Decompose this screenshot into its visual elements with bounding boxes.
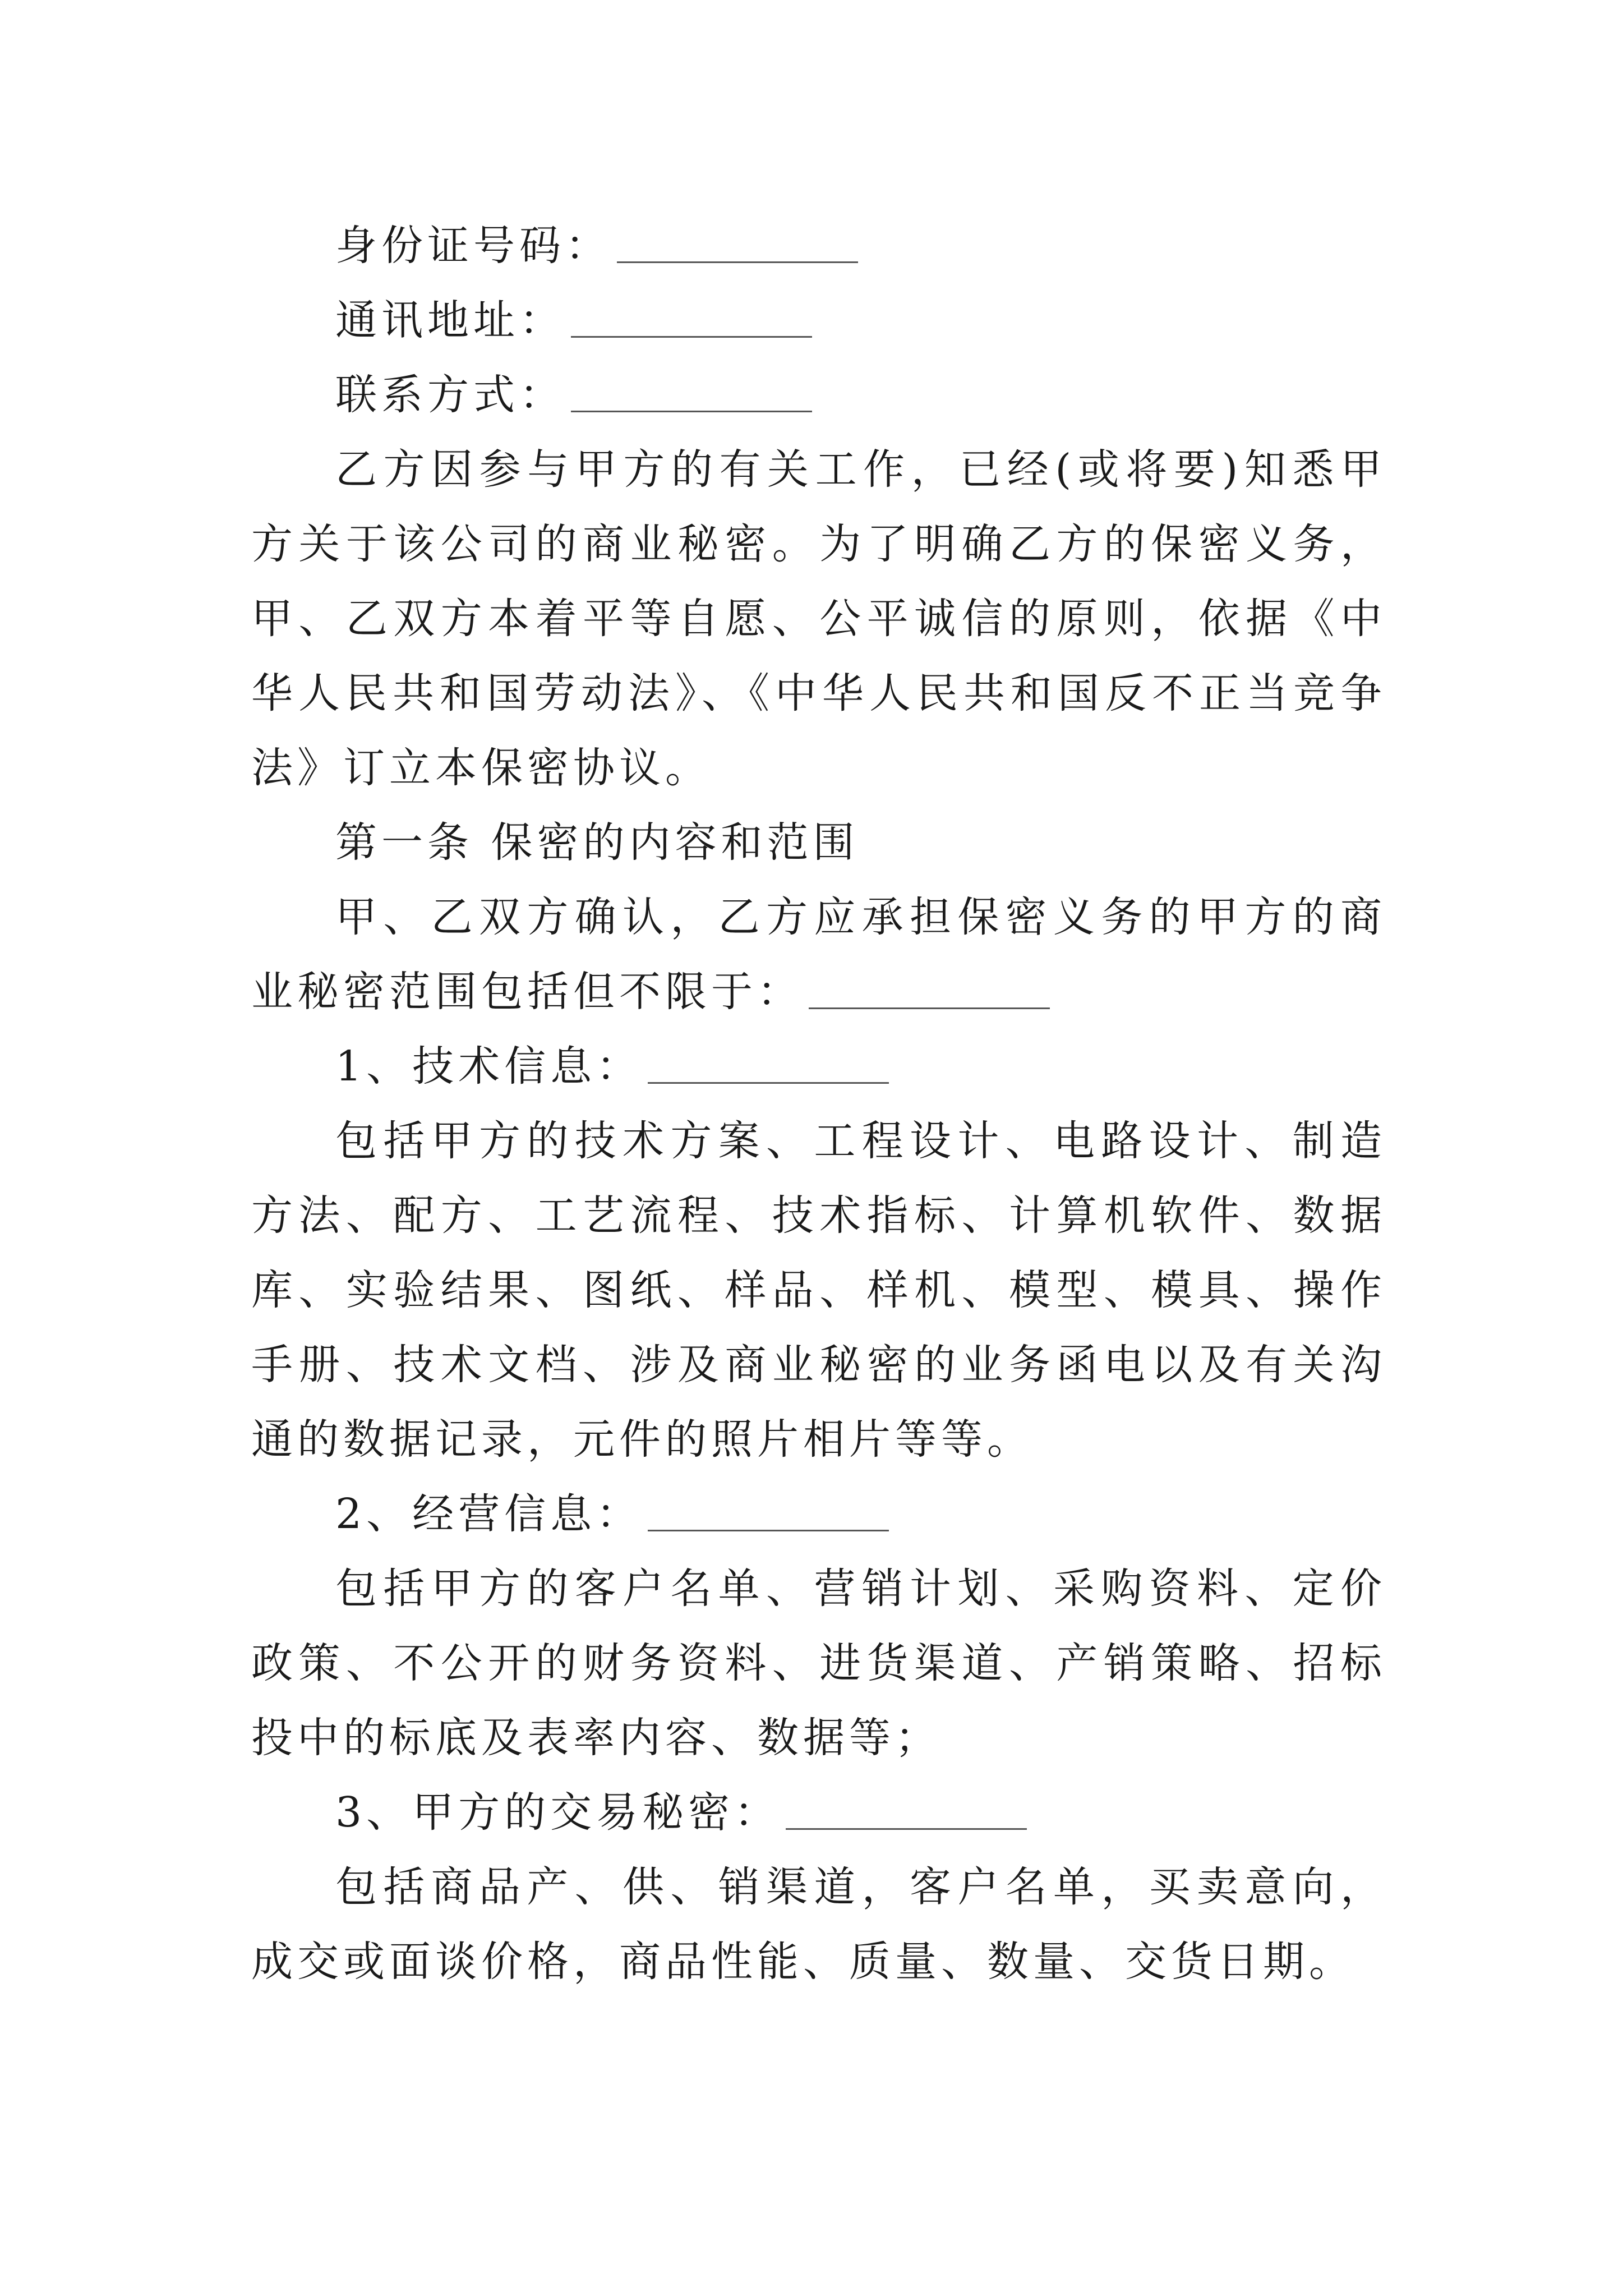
article1-intro-text: 甲、乙双方确认，乙方应承担保密义务的甲方的商业秘密范围包括但不限于：: [251, 893, 1386, 1016]
id-number-blank: [617, 228, 858, 263]
article1-intro-blank: [809, 974, 1050, 1009]
item3-heading: [251, 1775, 1386, 1850]
item3-blank: [786, 1795, 1027, 1830]
id-number-label: 身份证号码：: [335, 222, 611, 270]
address-field: [251, 283, 1386, 358]
item1-blank: [648, 1048, 889, 1084]
address-blank: [571, 302, 812, 338]
item3-label: 3、甲方的交易秘密：: [335, 1788, 781, 1837]
document-body: [251, 209, 1386, 1999]
article1-title: 第一条 保密的内容和范围: [335, 818, 859, 867]
id-number-field: [251, 209, 1386, 283]
item1-label: 1、技术信息：: [335, 1042, 643, 1091]
item2-blank: [648, 1496, 889, 1531]
article1-intro-paragraph: [251, 880, 1386, 1029]
item2-paragraph: 包括甲方的客户名单、营销计划、采购资料、定价政策、不公开的财务资料、进货渠道、产销策略、招标投中的标底及表率内容、数据等；: [251, 1565, 1386, 1762]
item2-heading: [251, 1477, 1386, 1552]
contact-label: 联系方式：: [335, 371, 565, 419]
contact-field: [251, 358, 1386, 432]
address-label: 通讯地址：: [335, 296, 565, 344]
item1-heading: [251, 1029, 1386, 1104]
item3-paragraph: 包括商品产、供、销渠道，客户名单，买卖意向，成交或面谈价格，商品性能、质量、数量、交货日期。: [251, 1863, 1386, 1986]
item1-paragraph: 包括甲方的技术方案、工程设计、电路设计、制造方法、配方、工艺流程、技术指标、计算机软件、数据库、实验结果、图纸、样品、样机、模型、模具、操作手册、技术文档、涉及商业秘密的业务函电以及有关沟通的数据记录，元件的照片相片等等。: [251, 1117, 1386, 1464]
preamble-paragraph: 乙方因参与甲方的有关工作，已经(或将要)知悉甲方关于该公司的商业秘密。为了明确乙方的保密义务，甲、乙双方本着平等自愿、公平诚信的原则，依据《中华人民共和国劳动法》、《中华人民共和国反不正当竞争法》订立本保密协议。: [251, 445, 1386, 792]
contact-blank: [571, 377, 812, 412]
item2-label: 2、经营信息：: [335, 1490, 643, 1538]
